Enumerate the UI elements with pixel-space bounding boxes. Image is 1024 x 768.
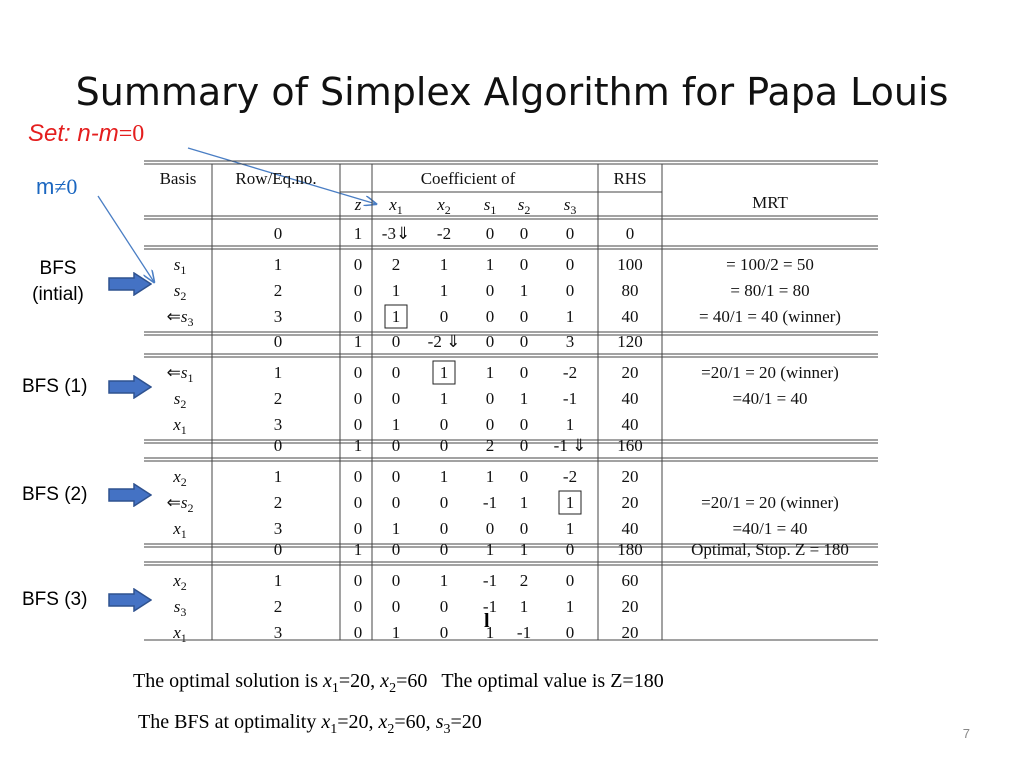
coef-cell: 0 bbox=[391, 467, 401, 486]
coef-cell: 0 bbox=[485, 519, 495, 538]
rhs-cell: 20 bbox=[621, 363, 639, 382]
coef-cell: 1 bbox=[565, 307, 575, 326]
coef-cell: 1 bbox=[565, 415, 575, 434]
set-eq: =0 bbox=[118, 121, 145, 147]
coef-cell: 0 bbox=[353, 255, 363, 274]
z-row-cell: 0 bbox=[519, 436, 529, 455]
coef-cell: 0 bbox=[485, 389, 495, 408]
coef-cell: 0 bbox=[353, 519, 363, 538]
mrt-cell: =20/1 = 20 (winner) bbox=[701, 363, 839, 382]
bfs-initial-line1: BFS bbox=[39, 258, 77, 279]
coef-cell: 0 bbox=[439, 307, 449, 326]
coef-cell: 0 bbox=[439, 623, 449, 642]
rhs-cell: 40 bbox=[621, 307, 639, 326]
coef-cell: 1 bbox=[565, 597, 575, 616]
coef-cell: 1 bbox=[519, 281, 529, 300]
z-row-cell: 1 bbox=[353, 436, 363, 455]
coef-cell: 1 bbox=[565, 493, 575, 512]
coef-cell: 1 bbox=[519, 597, 529, 616]
row-number: 1 bbox=[273, 467, 283, 486]
coef-cell: 2 bbox=[391, 255, 401, 274]
coef-cell: 0 bbox=[353, 307, 363, 326]
coef-cell: 1 bbox=[391, 519, 401, 538]
rhs-cell: 20 bbox=[621, 467, 639, 486]
var-header-1: $x_1$ bbox=[389, 195, 403, 217]
z-row-rhs: 0 bbox=[625, 224, 635, 243]
z-row-cell: 1 bbox=[353, 224, 363, 243]
coef-cell: 0 bbox=[353, 571, 363, 590]
z-row-cell: -2 ⇓ bbox=[427, 332, 461, 351]
z-row-rhs: 120 bbox=[617, 332, 643, 351]
coef-cell: 1 bbox=[565, 519, 575, 538]
coef-cell: 0 bbox=[485, 307, 495, 326]
z-row-cell: -2 bbox=[436, 224, 452, 243]
coef-cell: 0 bbox=[565, 623, 575, 642]
coef-cell: -1 bbox=[482, 493, 498, 512]
coef-cell: 0 bbox=[485, 281, 495, 300]
coef-cell: -1 bbox=[516, 623, 532, 642]
mrt-cell: = 40/1 = 40 (winner) bbox=[699, 307, 841, 326]
coef-cell: 1 bbox=[439, 363, 449, 382]
rhs-cell: 20 bbox=[621, 623, 639, 642]
z-row-cell: 0 bbox=[391, 436, 401, 455]
stray-mark: l bbox=[484, 610, 490, 632]
z-row-cell: 1 bbox=[353, 540, 363, 559]
coef-cell: -1 bbox=[482, 597, 498, 616]
z-row-cell: 1 bbox=[353, 332, 363, 351]
coefficient-header: Coefficient of bbox=[420, 169, 516, 188]
text-segment: =60 bbox=[396, 670, 428, 692]
text-segment: s bbox=[435, 711, 444, 733]
text-segment: x bbox=[380, 670, 390, 692]
z-row-cell: 0 bbox=[485, 332, 495, 351]
coef-cell: 0 bbox=[353, 493, 363, 512]
text-segment: x bbox=[378, 711, 388, 733]
text-segment: =20, bbox=[338, 670, 381, 692]
coef-cell: 1 bbox=[485, 623, 495, 642]
basis-cell: $s_2$ bbox=[173, 281, 187, 303]
rhs-cell: 40 bbox=[621, 389, 639, 408]
coef-cell: 1 bbox=[485, 363, 495, 382]
optimal-value-text: The optimal value is Z=180 bbox=[441, 670, 664, 692]
z-row-number: 0 bbox=[273, 332, 283, 351]
coef-cell: 0 bbox=[391, 571, 401, 590]
var-header-0: z bbox=[354, 195, 362, 214]
z-row-cell: 0 bbox=[439, 540, 449, 559]
bfs-1-label: BFS (1) bbox=[22, 376, 88, 397]
coef-cell: 0 bbox=[353, 597, 363, 616]
row-number: 1 bbox=[273, 363, 283, 382]
z-row-mrt: Optimal, Stop. Z = 180 bbox=[691, 540, 849, 559]
row-number: 2 bbox=[273, 389, 283, 408]
z-row-cell: 0 bbox=[519, 332, 529, 351]
text-segment: 2 bbox=[389, 681, 397, 696]
text-segment: =20, bbox=[337, 711, 379, 733]
coef-cell: 0 bbox=[353, 467, 363, 486]
row-number: 3 bbox=[273, 623, 283, 642]
rhs-cell: 20 bbox=[621, 493, 639, 512]
rhs-cell: 40 bbox=[621, 519, 639, 538]
coef-cell: 1 bbox=[485, 467, 495, 486]
row-number: 1 bbox=[273, 255, 283, 274]
rhs-cell: 20 bbox=[621, 597, 639, 616]
var-header-5: $s_3$ bbox=[563, 195, 577, 217]
z-row-cell: 2 bbox=[485, 436, 495, 455]
row-number: 1 bbox=[273, 571, 283, 590]
mrt-cell: = 100/2 = 50 bbox=[726, 255, 814, 274]
coef-cell: 0 bbox=[565, 255, 575, 274]
text-segment: The optimal solution is bbox=[133, 670, 323, 692]
coef-cell: 0 bbox=[565, 571, 575, 590]
z-row-cell: 0 bbox=[485, 224, 495, 243]
mrt-cell: =40/1 = 40 bbox=[732, 519, 808, 538]
bfs-optimality-line bbox=[138, 711, 482, 737]
page-title: Summary of Simplex Algorithm for Papa Louis bbox=[75, 70, 949, 114]
var-header-3: $s_1$ bbox=[483, 195, 497, 217]
z-row-rhs: 180 bbox=[617, 540, 643, 559]
z-row-number: 0 bbox=[273, 436, 283, 455]
text-segment: 1 bbox=[331, 681, 339, 696]
basis-header: Basis bbox=[159, 169, 197, 188]
coef-cell: 0 bbox=[439, 519, 449, 538]
basis-cell: $s_3$ bbox=[173, 597, 187, 619]
rhs-cell: 80 bbox=[621, 281, 639, 300]
coef-cell: -1 bbox=[562, 389, 578, 408]
coef-cell: 1 bbox=[391, 415, 401, 434]
optimal-solution-text bbox=[133, 670, 664, 697]
m-symbol: m bbox=[36, 174, 55, 199]
row-number: 2 bbox=[273, 597, 283, 616]
basis-cell: $s_1$ bbox=[173, 255, 187, 277]
z-row-cell: 1 bbox=[519, 540, 529, 559]
coef-cell: 0 bbox=[565, 281, 575, 300]
z-row-cell: 0 bbox=[565, 540, 575, 559]
mrt-cell: =20/1 = 20 (winner) bbox=[701, 493, 839, 512]
z-row-number: 0 bbox=[273, 540, 283, 559]
coef-cell: 0 bbox=[439, 415, 449, 434]
set-expr: n-m bbox=[77, 120, 119, 147]
z-row-cell: 0 bbox=[439, 436, 449, 455]
optimal-solution-line bbox=[133, 670, 428, 696]
row-number: 3 bbox=[273, 307, 283, 326]
text-segment: 2 bbox=[387, 722, 395, 737]
coef-cell: 1 bbox=[439, 389, 449, 408]
basis-cell: $⇐s_3$ bbox=[166, 307, 194, 329]
bfs-initial-label bbox=[18, 256, 98, 308]
coef-cell: 0 bbox=[353, 623, 363, 642]
z-row-cell: 0 bbox=[391, 332, 401, 351]
basis-cell: $x_2$ bbox=[173, 571, 187, 593]
coef-cell: 0 bbox=[391, 363, 401, 382]
coef-cell: 0 bbox=[519, 415, 529, 434]
coef-cell: 0 bbox=[353, 281, 363, 300]
coef-cell: 2 bbox=[519, 571, 529, 590]
row-number: 3 bbox=[273, 519, 283, 538]
text-segment: 3 bbox=[443, 722, 451, 737]
row-number: 3 bbox=[273, 415, 283, 434]
basis-cell: $x_1$ bbox=[173, 415, 187, 437]
bfs-2-label: BFS (2) bbox=[22, 484, 88, 505]
z-row-cell: 0 bbox=[391, 540, 401, 559]
coef-cell: 0 bbox=[391, 597, 401, 616]
rhs-header: RHS bbox=[613, 169, 647, 188]
z-row-cell: 1 bbox=[485, 540, 495, 559]
coef-cell: 1 bbox=[439, 467, 449, 486]
text-segment: x bbox=[323, 670, 332, 692]
coef-cell: 0 bbox=[353, 389, 363, 408]
z-row-cell: 0 bbox=[519, 224, 529, 243]
basis-cell: $x_2$ bbox=[173, 467, 187, 489]
basis-cell: $s_2$ bbox=[173, 389, 187, 411]
coef-cell: 1 bbox=[439, 255, 449, 274]
bfs-initial-line2: (intial) bbox=[32, 284, 84, 305]
var-header-2: $x_2$ bbox=[437, 195, 451, 217]
coef-cell: 0 bbox=[353, 415, 363, 434]
coef-cell: 0 bbox=[391, 389, 401, 408]
coef-cell: 1 bbox=[391, 307, 401, 326]
coef-cell: 0 bbox=[439, 597, 449, 616]
row-header: Row/Eq.no. bbox=[235, 169, 317, 188]
coef-cell: 0 bbox=[519, 307, 529, 326]
coef-cell: 1 bbox=[391, 623, 401, 642]
coef-cell: 1 bbox=[439, 571, 449, 590]
z-row-cell: 3 bbox=[565, 332, 575, 351]
coef-cell: -2 bbox=[562, 467, 578, 486]
rhs-cell: 40 bbox=[621, 415, 639, 434]
text-segment: =60, bbox=[394, 711, 436, 733]
coef-cell: 0 bbox=[519, 519, 529, 538]
coef-cell: 0 bbox=[519, 255, 529, 274]
simplex-tableau-svg bbox=[144, 160, 878, 642]
coef-cell: 0 bbox=[353, 363, 363, 382]
coef-cell: 1 bbox=[519, 389, 529, 408]
coef-cell: -1 bbox=[482, 571, 498, 590]
coef-cell: 1 bbox=[485, 255, 495, 274]
text-segment: =20 bbox=[450, 711, 482, 733]
coef-cell: 0 bbox=[519, 467, 529, 486]
row-number: 2 bbox=[273, 281, 283, 300]
z-row-cell: 0 bbox=[565, 224, 575, 243]
coef-cell: -2 bbox=[562, 363, 578, 382]
text-segment: The BFS at optimality bbox=[138, 711, 322, 733]
bfs-optimality-text bbox=[138, 711, 482, 738]
z-row-number: 0 bbox=[273, 224, 283, 243]
basis-cell: $⇐s_2$ bbox=[166, 493, 194, 515]
mrt-cell: = 80/1 = 80 bbox=[730, 281, 810, 300]
text-segment: 1 bbox=[330, 722, 338, 737]
coef-cell: 1 bbox=[439, 281, 449, 300]
coef-cell: 1 bbox=[391, 281, 401, 300]
basis-cell: $x_1$ bbox=[173, 623, 187, 642]
basis-cell: $⇐s_1$ bbox=[166, 363, 194, 385]
mrt-cell: =40/1 = 40 bbox=[732, 389, 808, 408]
coef-cell: 0 bbox=[391, 493, 401, 512]
neq-zero: ≠0 bbox=[54, 174, 78, 199]
mrt-header: MRT bbox=[752, 193, 788, 212]
basis-cell: $x_1$ bbox=[173, 519, 187, 541]
bfs-3-label: BFS (3) bbox=[22, 589, 88, 610]
rhs-cell: 100 bbox=[617, 255, 643, 274]
rhs-cell: 60 bbox=[621, 571, 639, 590]
simplex-tableau-table bbox=[144, 160, 878, 642]
z-row-cell: -3⇓ bbox=[381, 224, 411, 243]
page-number: 7 bbox=[962, 726, 970, 741]
coef-cell: 0 bbox=[439, 493, 449, 512]
coef-cell: 0 bbox=[519, 363, 529, 382]
z-row-rhs: 160 bbox=[617, 436, 643, 455]
set-prefix: Set: bbox=[28, 120, 78, 147]
text-segment: x bbox=[321, 711, 331, 733]
coef-cell: 0 bbox=[485, 415, 495, 434]
z-row-cell: -1 ⇓ bbox=[553, 436, 587, 455]
var-header-4: $s_2$ bbox=[517, 195, 531, 217]
coef-cell: 1 bbox=[519, 493, 529, 512]
row-number: 2 bbox=[273, 493, 283, 512]
